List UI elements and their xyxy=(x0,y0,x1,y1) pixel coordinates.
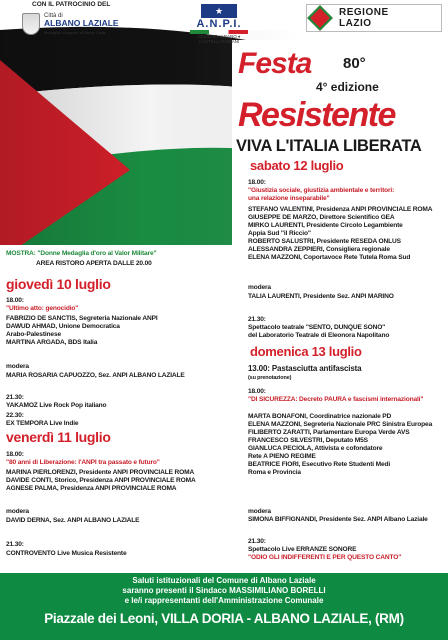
giovedi-line: YAKAMOZ Live Rock Pop italiano xyxy=(6,402,107,409)
domenica-line: BEATRICE FIORI, Esecutivo Rete Studenti Medi xyxy=(248,461,391,468)
sabato-line: una relazione inseparabile" xyxy=(248,195,330,202)
day-sabato: sabato 12 luglio xyxy=(250,158,344,173)
venerdi-line: CONTROVENTO Live Musica Resistente xyxy=(6,550,127,557)
patrocinio-label: CON IL PATROCINIO DEL xyxy=(32,1,111,8)
sabato-line: modera xyxy=(248,284,271,291)
sabato-line: ROBERTO SALUSTRI, Presidente RESEDA ONLUS xyxy=(248,238,401,245)
regione-lazio-logo xyxy=(306,4,442,32)
domenica-line: modera xyxy=(248,508,271,515)
domenica-line: Rete A PIENO REGIME xyxy=(248,453,316,460)
footer-bar xyxy=(0,573,448,640)
domenica-line: (su prenotazione) xyxy=(248,375,292,381)
giovedi-line: MARIA ROSARIA CAPUOZZO, Sez. ANPI ALBANO LAZIALE xyxy=(6,372,185,379)
title-festa: Festa xyxy=(238,47,312,80)
domenica-line: "DI SICUREZZA: Decreto PAURA e fascismi internazionali" xyxy=(248,396,424,403)
sabato-line: 18.00: xyxy=(248,179,266,186)
albano-crest-icon xyxy=(22,13,40,35)
venerdi-line: 21.30: xyxy=(6,541,24,548)
domenica-line: Roma e Provincia xyxy=(248,469,301,476)
giovedi-line: 18.00: xyxy=(6,297,24,304)
anpi-sub: SEZIONE ALBANO ♦ CASTELLI ROMANI xyxy=(197,34,241,44)
domenica-line: "ODIO GLI INDIFFERENTI E PER QUESTO CANTO" xyxy=(248,554,402,561)
sabato-line: MIRKO LAURENTI, Presidente Circolo Legambiente xyxy=(248,222,403,229)
sabato-line: ELENA MAZZONI, Coportavoce Rete Tutela Roma Sud xyxy=(248,254,411,261)
sabato-line: Spettacolo teatrale "SENTO, DUNQUE SONO" xyxy=(248,324,386,331)
anpi-name: A.N.P.I. xyxy=(196,18,242,30)
sabato-line: 21.30: xyxy=(248,316,266,323)
footer-saluti: Saluti istituzionali del Comune di Albano Laziale xyxy=(132,576,316,585)
sabato-line: Appia Sud "il Riccio" xyxy=(248,230,311,237)
lazio-seal-icon xyxy=(307,5,333,31)
footer-sindaco: saranno presenti il Sindaco MASSIMILIANO BORELLI xyxy=(122,586,326,595)
giovedi-line: Arabo-Palestinese xyxy=(6,331,61,338)
domenica-line: ELENA MAZZONI, Segreteria Nazionale PRC Sinistra Europea xyxy=(248,421,433,428)
giovedi-line: "Ultimo atto: genocidio" xyxy=(6,305,79,312)
title-edizione: 4° edizione xyxy=(316,80,379,94)
mostra-title: MOSTRA: "Donne Medaglia d'oro al Valor Militare" xyxy=(6,250,157,257)
sabato-line: del Laboratorio Teatrale di Eleonora Napolitano xyxy=(248,332,390,339)
sabato-line: TALIA LAURENTI, Presidente Sez. ANPI MARINO xyxy=(248,293,394,300)
anpi-logo xyxy=(190,4,248,44)
footer-location: Piazzale dei Leoni, VILLA DORIA - ALBANO LAZIALE, (RM) xyxy=(44,611,404,626)
domenica-line: SIMONA BIFFIGNANDI, Presidente Sez. ANPI Albano Laziale xyxy=(248,516,428,523)
giovedi-line: 21.30: xyxy=(6,394,24,401)
motto: VIVA L'ITALIA LIBERATA xyxy=(236,137,422,155)
domenica-line: 21.30: xyxy=(248,538,266,545)
venerdi-line: modera xyxy=(6,508,29,515)
giovedi-line: EX TEMPORA Live Indie xyxy=(6,420,79,427)
footer-amministrazione: e le/i rappresentanti dell'Amministrazione Comunale xyxy=(124,596,324,605)
domenica-line: 18.00: xyxy=(248,388,266,395)
domenica-line: MARTA BONAFONI, Coordinatrice nazionale PD xyxy=(248,413,392,420)
giovedi-line: FABRIZIO DE SANCTIS, Segreteria Nazionale ANPI xyxy=(6,315,158,322)
domenica-line: Spettacolo Live ERRANZE SONORE xyxy=(248,546,357,553)
mostra-ristoro: AREA RISTORO APERTA DALLE 20.00 xyxy=(36,260,152,267)
sabato-line: ALESSANDRA ZEPPIERI, Consigliera regionale xyxy=(248,246,390,253)
sabato-line: "Giustizia sociale, giustizia ambientale e territori: xyxy=(248,187,395,194)
giovedi-line: DAWUD AHMAD, Unione Democratica xyxy=(6,323,120,330)
comune-albano-logo xyxy=(22,10,142,38)
giovedi-line: modera xyxy=(6,363,29,370)
comune-label-1: Città di xyxy=(44,12,63,19)
venerdi-line: DAVIDE CONTI, Storico, Presidenza ANPI PROVINCIALE ROMA xyxy=(6,477,196,484)
day-giovedi: giovedì 10 luglio xyxy=(6,276,111,292)
venerdi-line: 18.00: xyxy=(6,451,24,458)
anpi-star-icon: ★ xyxy=(201,4,237,18)
domenica-line: FILIBERTO ZARATTI, Parlamentare Europa Verde AVS xyxy=(248,429,410,436)
domenica-line: FRANCESCO SILVESTRI, Deputato M5S xyxy=(248,437,368,444)
domenica-line: 13.00: Pastasciutta antifascista xyxy=(248,364,362,373)
comune-label-2: ALBANO LAZIALE xyxy=(44,17,119,28)
venerdi-line: MARINA PIERLORENZI, Presidente ANPI PROVINCIALE ROMA xyxy=(6,469,195,476)
title-anni: 80° xyxy=(343,55,366,72)
domenica-line: GIANLUCA PECIOLA, Attivista e cofondatore xyxy=(248,445,383,452)
venerdi-line: DAVID DERNA, Sez. ANPI ALBANO LAZIALE xyxy=(6,517,140,524)
day-domenica: domenica 13 luglio xyxy=(250,344,362,359)
sabato-line: GIUSEPPE DE MARZO, Direttore Scientifico GEA xyxy=(248,214,395,221)
comune-label-3: Medaglia d'Argento al Merito Civile xyxy=(44,29,106,35)
day-venerdi: venerdì 11 luglio xyxy=(6,429,111,445)
title-resistente: Resistente xyxy=(238,96,395,134)
venerdi-line: AGNESE PALMA, Presidenza ANPI PROVINCIALE ROMA xyxy=(6,485,177,492)
sabato-line: STEFANO VALENTINI, Presidenza ANPI PROVINCIALE ROMA xyxy=(248,206,433,213)
giovedi-line: MARTINA ARGADA, BDS Italia xyxy=(6,339,98,346)
giovedi-line: 22.30: xyxy=(6,412,24,419)
regione-label-2: LAZIO xyxy=(339,18,372,29)
venerdi-line: "80 anni di Liberazione: l'ANPI tra passato e futuro" xyxy=(6,459,160,466)
regione-label-1: REGIONE xyxy=(339,7,389,18)
